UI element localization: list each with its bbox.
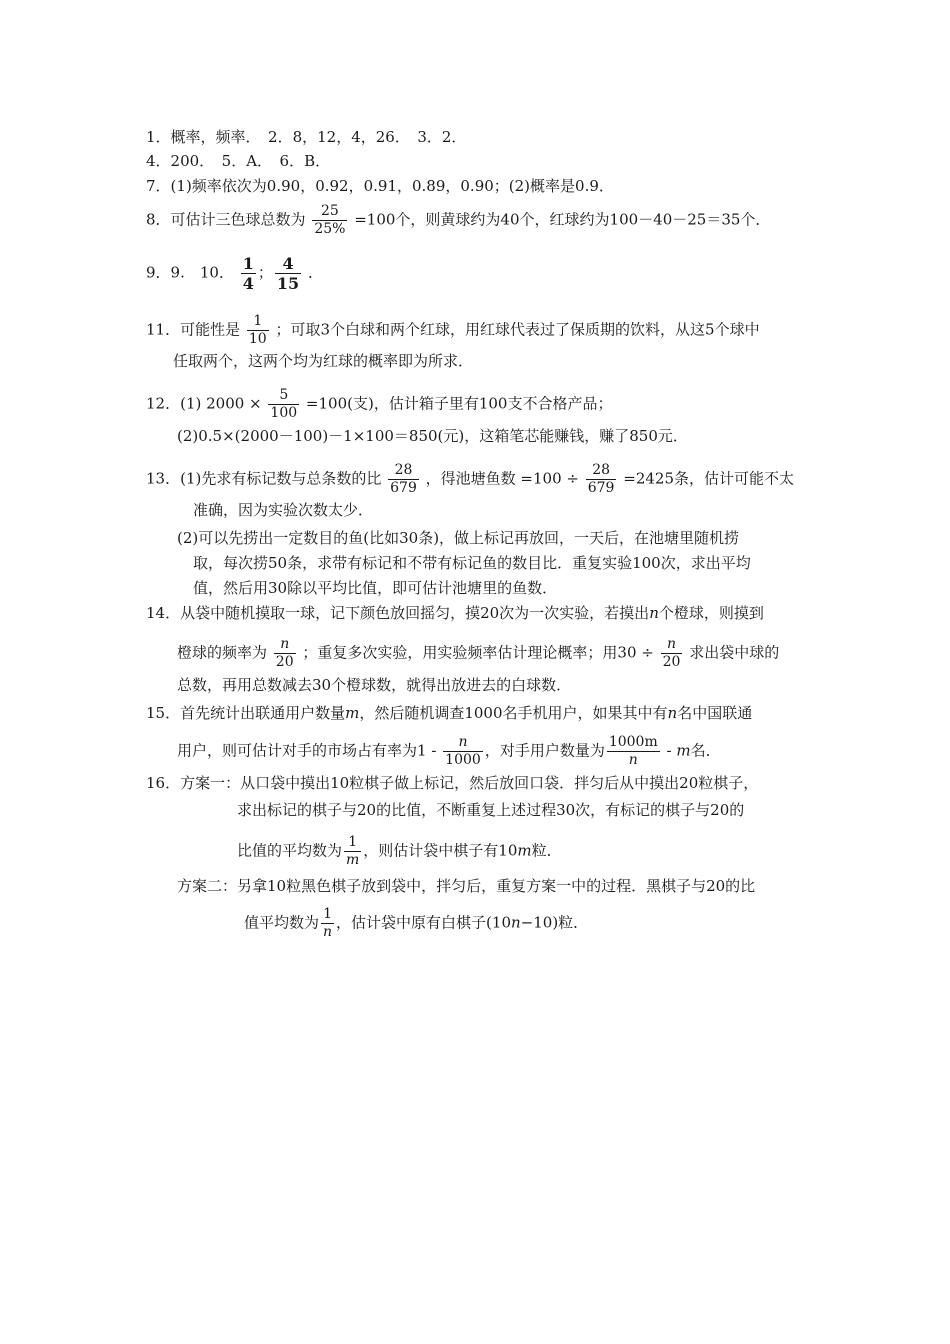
text: 7．(1)频率依次为0.90，0.92，0.91，0.89，0.90；(2)概率是0.9． — [146, 177, 614, 195]
var-n: n — [667, 704, 678, 722]
fraction-5-over-100 — [268, 387, 299, 422]
numerator: 5 — [268, 387, 299, 405]
answer-line-15-cont — [177, 734, 721, 769]
text: 总数，再用总数减去30个橙球数，就得出放进去的白球数． — [177, 676, 572, 694]
answer-line-14-cont — [177, 636, 779, 671]
answer-line-11-cont — [173, 351, 473, 371]
numerator: n — [661, 636, 683, 654]
denominator: 10 — [248, 331, 267, 347]
numerator: 28 — [388, 462, 419, 480]
answer-line-13-2-cont — [193, 553, 751, 573]
text: 个橙球，则摸到 — [658, 604, 764, 622]
answer-line-15 — [146, 703, 752, 723]
fraction-1-over-4 — [241, 254, 256, 293]
denominator: 25% — [314, 221, 346, 237]
period: ． — [307, 263, 323, 282]
numerator: 25 — [312, 203, 347, 221]
text: 用户，则可估计对手的市场占有率为1 - — [177, 741, 437, 760]
text: ，则估计袋中棋子有10 — [363, 841, 518, 860]
text: 准确，因为实验次数太少． — [193, 501, 374, 519]
fraction-25-over-25pct — [312, 203, 347, 238]
text: 比值的平均数为 — [237, 841, 343, 860]
fraction-1-over-m — [344, 834, 361, 869]
fraction-n-over-20 — [661, 636, 683, 671]
text: 橙球的频率为 — [177, 643, 268, 662]
numerator: n — [443, 734, 483, 752]
text: ，然后随机调查1000名手机用户，如果其中有 — [359, 704, 668, 722]
text: =100个，则黄球约为40个，红球约为100－40－25＝35个． — [354, 210, 771, 229]
fraction-n-over-1000 — [443, 734, 483, 769]
numerator: 28 — [586, 462, 617, 480]
text: 取，每次捞50条，求带有标记和不带有标记鱼的数目比．重复实验100次，求出平均 — [193, 554, 751, 572]
answer-line-16-plan-1-cont — [237, 800, 744, 820]
text: 粒． — [531, 841, 562, 860]
text: 4．200． 5．A． 6．B． — [146, 152, 331, 170]
answer-line-14-cont2 — [177, 675, 571, 695]
denominator: 20 — [275, 654, 294, 670]
var-n: n — [649, 604, 659, 622]
text: 1．概率，频率． 2．8，12，4，26． 3．2． — [146, 128, 467, 146]
text: 13．(1)先求有标记数与总条数的比 — [146, 469, 382, 488]
denominator: 15 — [276, 274, 300, 293]
answer-line-14 — [146, 603, 764, 623]
text: 12．(1) 2000 × — [146, 394, 262, 413]
text: 求出标记的棋子与20的比值，不断重复上述过程30次，有标记的棋子与20的 — [237, 801, 745, 819]
text: 16．方案一：从口袋中摸出10粒棋子做上标记，然后放回口袋．拌匀后从中摸出20粒棋子， — [146, 774, 759, 792]
text: 8．可估计三色球总数为 — [146, 210, 306, 229]
denominator: 679 — [587, 480, 615, 496]
answer-line-13-1-cont — [193, 500, 373, 520]
text: 方案二：另拿10粒黑色棋子放到袋中，拌匀后，重复方案一中的过程．黑棋子与20的比 — [177, 877, 756, 895]
text: 名． — [690, 741, 721, 760]
text: 值平均数为 — [244, 913, 320, 932]
answer-line-12-1 — [146, 387, 612, 422]
answer-line-12-2 — [177, 426, 688, 446]
answer-line-13-1 — [146, 462, 794, 497]
text: ，估计袋中原有白棋子(10 — [336, 913, 511, 932]
answer-line-16-plan-1-cont2 — [237, 834, 562, 869]
var-n: n — [511, 913, 521, 932]
text: 求出袋中球的 — [689, 643, 780, 662]
denominator: 20 — [662, 654, 681, 670]
fraction-1-over-10 — [247, 313, 269, 348]
denominator: 679 — [390, 480, 417, 496]
numerator: 1 — [321, 906, 334, 924]
text: ，对手用户数量为 — [484, 741, 605, 760]
answer-line-8 — [146, 203, 770, 238]
var-m: m — [676, 741, 691, 760]
denominator: m — [346, 852, 360, 868]
numerator: 1 — [247, 313, 269, 331]
text: =2425条，估计可能不太 — [623, 469, 794, 488]
text: =100(支)，估计箱子里有100支不合格产品； — [305, 394, 613, 413]
minus: - — [661, 741, 677, 760]
numerator: n — [274, 636, 296, 654]
answer-line-9-10 — [146, 254, 323, 293]
numerator: 4 — [275, 254, 301, 274]
answer-line-16-plan-2-cont — [244, 906, 588, 941]
text: 名中国联通 — [677, 704, 753, 722]
answer-line-4-6 — [146, 151, 330, 171]
text: ，得池塘鱼数 =100 ÷ — [425, 469, 579, 488]
answer-line-16-plan-1 — [146, 773, 758, 793]
text: (2)可以先捞出一定数目的鱼(比如30条)，做上标记再放回，一天后，在池塘里随机捞 — [177, 529, 740, 547]
answer-line-13-2 — [177, 528, 739, 548]
answer-line-7 — [146, 176, 614, 196]
numerator: 1 — [344, 834, 361, 852]
text: ；可取3个白球和两个红球，用红球代表过了保质期的饮料，从这5个球中 — [275, 320, 760, 339]
answer-line-16-plan-2 — [177, 876, 755, 896]
denominator: n — [323, 924, 333, 940]
denominator: 4 — [242, 274, 254, 293]
separator: ； — [257, 263, 273, 282]
denominator: n — [628, 752, 638, 768]
text: 任取两个，这两个均为红球的概率即为所求． — [173, 352, 474, 370]
var-m: m — [345, 704, 360, 722]
fraction-4-over-15 — [275, 254, 301, 293]
fraction-1000m-over-n — [607, 734, 660, 769]
text: 值，然后用30除以平均比值，即可估计池塘里的鱼数． — [193, 579, 558, 597]
numerator: 1 — [242, 254, 254, 273]
answer-line-13-2-cont2 — [193, 578, 557, 598]
var-m: m — [517, 841, 532, 860]
text: ；重复多次实验，用实验频率估计理论概率；用30 ÷ — [302, 643, 654, 662]
text: 11．可能性是 — [146, 320, 241, 339]
text: 9．9. 10． — [146, 263, 234, 282]
numerator: 1000m — [608, 734, 658, 750]
text: −10)粒． — [520, 913, 589, 932]
denominator: 100 — [270, 405, 298, 421]
fraction-1-over-n — [321, 906, 334, 941]
text: 14．从袋中随机摸取一球，记下颜色放回摇匀，摸20次为一次实验，若摸出 — [146, 604, 650, 622]
fraction-28-over-679 — [388, 462, 419, 497]
fraction-n-over-20 — [274, 636, 296, 671]
text: 15．首先统计出联通用户数量 — [146, 704, 346, 722]
fraction-28-over-679 — [586, 462, 617, 497]
denominator: 1000 — [445, 752, 481, 768]
text: (2)0.5×(2000－100)－1×100＝850(元)，这箱笔芯能赚钱，赚了850元． — [177, 427, 688, 445]
answer-line-11 — [146, 313, 760, 348]
answer-line-1-3 — [146, 127, 466, 147]
